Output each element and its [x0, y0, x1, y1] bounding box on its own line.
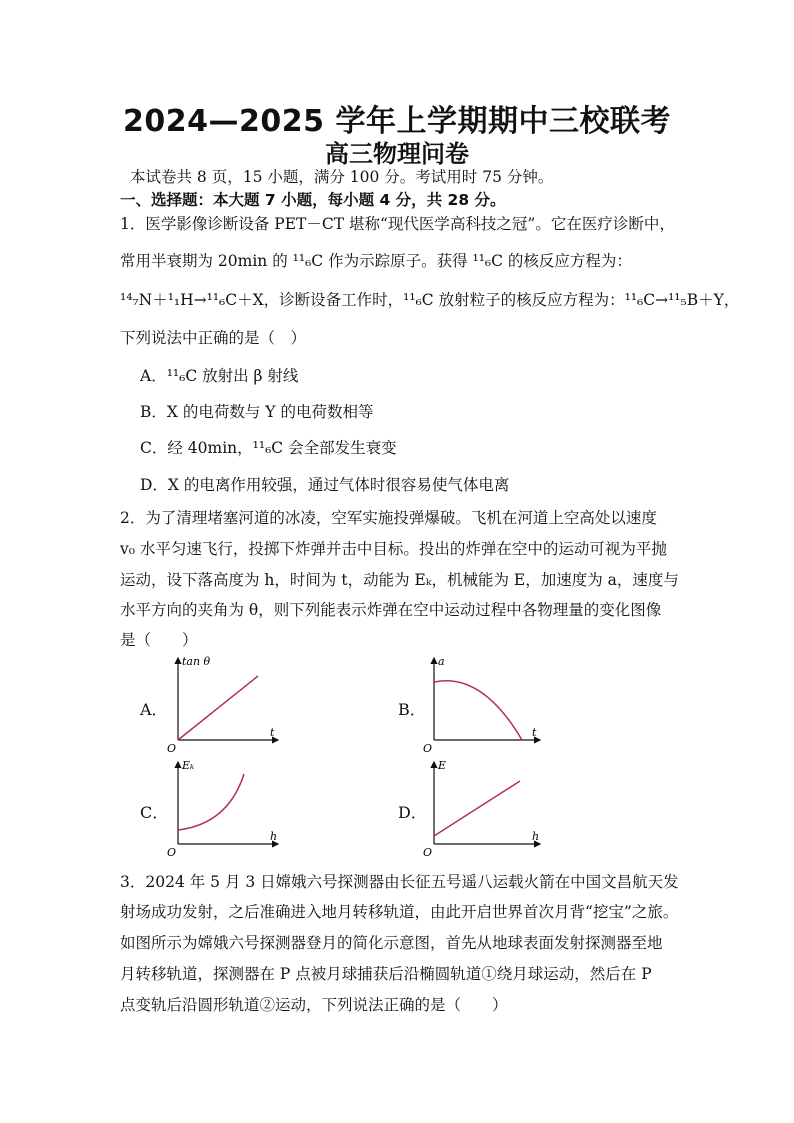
graph-c-xlabel: h: [270, 830, 278, 843]
q1-line-3: ¹⁴₇N＋¹₁H→¹¹₆C＋X，诊断设备工作时，¹¹₆C 放射粒子的核反应方程为：¹¹₆C→¹¹₅B＋Y，: [120, 291, 740, 309]
graph-a-ylabel: tan θ: [182, 655, 211, 668]
q2-line-2: v₀ 水平匀速飞行，投掷下炸弹并击中目标。投出的炸弹在空中的运动可视为平抛: [120, 540, 667, 558]
graph-b-curve: [434, 681, 522, 740]
section-heading: 一、选择题：本大题 7 小题，每小题 4 分，共 28 分。: [120, 191, 506, 209]
graph-b-label: B．: [398, 700, 426, 719]
graph-c: [166, 756, 286, 858]
exam-title: 2024—2025 学年上学期期中三校联考: [123, 104, 671, 139]
graph-a-curve: [178, 676, 258, 740]
graph-c-origin: O: [167, 846, 177, 858]
graph-a-label: A．: [140, 700, 168, 719]
graph-c-label: C．: [140, 803, 169, 822]
q2-line-5: 是（ ）: [120, 631, 198, 649]
q1-option-a: A．¹¹₆C 放射出 β 射线: [140, 367, 299, 385]
graph-d-origin: O: [423, 846, 433, 858]
q3-line-3: 如图所示为嫦娥六号探测器登月的简化示意图，首先从地球表面发射探测器至地: [120, 934, 663, 952]
q1-line-4: 下列说法中正确的是（ ）: [120, 329, 307, 347]
exam-subtitle: 高三物理问卷: [325, 140, 469, 168]
graph-b-ylabel: a: [438, 655, 445, 668]
graph-c-ylabel: Eₖ: [182, 759, 195, 772]
q3-line-4: 月转移轨道，探测器在 P 点被月球捕获后沿椭圆轨道①绕月球运动，然后在 P: [120, 965, 652, 983]
graph-c-curve: [178, 774, 244, 830]
graph-b: [422, 652, 548, 754]
q3-line-5: 点变轨后沿圆形轨道②运动，下列说法正确的是（ ）: [120, 996, 508, 1014]
graph-b-xlabel: t: [532, 726, 537, 739]
q1-option-c: C．经 40min，¹¹₆C 会全部发生衰变: [140, 439, 397, 457]
graph-d-ylabel: E: [438, 759, 447, 772]
exam-intro: 本试卷共 8 页，15 小题，满分 100 分。考试用时 75 分钟。: [130, 168, 554, 186]
graph-d-xlabel: h: [532, 830, 540, 843]
q1-option-d: D．X 的电离作用较强，通过气体时很容易使气体电离: [140, 476, 510, 494]
q3-line-1: 3．2024 年 5 月 3 日嫦娥六号探测器由长征五号遥八运载火箭在中国文昌航天发: [120, 873, 679, 891]
graph-a: [166, 652, 286, 754]
graph-d: [422, 756, 548, 858]
graph-a-origin: O: [167, 742, 177, 754]
q2-line-4: 水平方向的夹角为 θ，则下列能表示炸弹在空中运动过程中各物理量的变化图像: [120, 601, 662, 619]
graph-a-xlabel: t: [270, 726, 275, 739]
graph-d-label: D．: [398, 803, 427, 822]
q1-line-2: 常用半衰期为 20min 的 ¹¹₆C 作为示踪原子。获得 ¹¹₆C 的核反应方程为：: [120, 252, 632, 270]
q2-line-1: 2．为了清理堵塞河道的冰凌，空军实施投弹爆破。飞机在河道上空高处以速度: [120, 509, 657, 527]
q3-line-2: 射场成功发射，之后准确进入地月转移轨道，由此开启世界首次月背“挖宝”之旅。: [120, 903, 679, 921]
q2-line-3: 运动，设下落高度为 h，时间为 t，动能为 Eₖ，机械能为 E，加速度为 a，速度与: [120, 571, 679, 589]
q1-line-1: 1．医学影像诊断设备 PET－CT 堪称“现代医学高科技之冠”。它在医疗诊断中，: [120, 215, 675, 233]
q1-option-b: B．X 的电荷数与 Y 的电荷数相等: [140, 403, 374, 421]
graph-d-curve: [434, 781, 520, 836]
graph-b-origin: O: [423, 742, 433, 754]
